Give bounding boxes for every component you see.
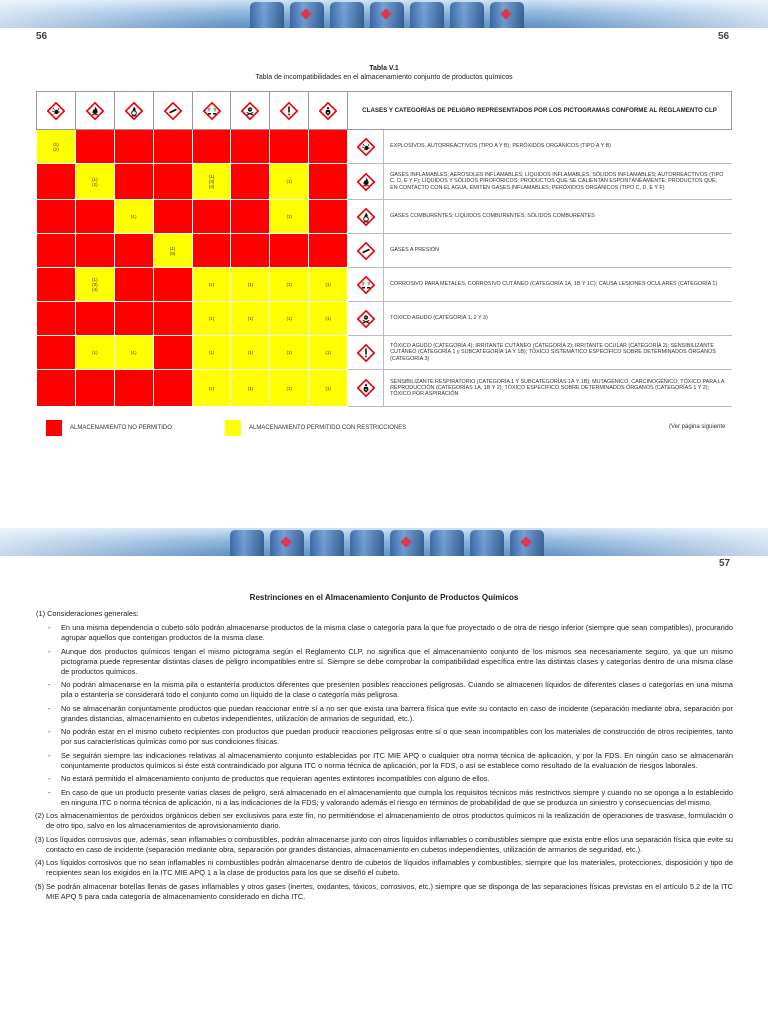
row-description: TÓXICO AGUDO (CATEGORÍA 4); IRRITANTE CUTÁNEO (CATEGORÍA 2); IRRITANTE OCULAR (CATEGORÍA 2); SENSIBILIZANTE CUTÁNEO (CATEGORÍA 1 y SUBCATEGORÍA 1A Y 1B); TÓXICO SISTEMÁTICO ESPECÍFICO SOBRE DETERMINADOS ÓRGANOS (CATEGORÍA 3) <box>384 336 732 370</box>
general-considerations-heading: (1) Consideraciones generales: <box>36 609 139 618</box>
numbered-notes <box>36 811 733 902</box>
restricted-cell <box>192 268 231 302</box>
header-text: CLASES Y CATEGORÍAS DE PELIGRO REPRESENTADOS POR LOS PICTOGRAMAS CONFORME AL REGLAMENTO CLP <box>348 92 732 130</box>
not-allowed-cell <box>153 130 192 164</box>
note-text: Los almacenamientos de peróxidos orgánicos deben ser exclusivos para este fin, no permitiéndose el almacenamiento de otros productos químicos ni la realización de operaciones de trasvase, formulación o de otro tipo, salvo en los almacenamientos de aprovisionamiento diario. <box>46 811 733 830</box>
legend-restricted-label: ALMACENAMIENTO PERMITIDO CON RESTRICCIONES <box>249 425 407 431</box>
legend-red-swatch <box>46 420 62 436</box>
flame-icon <box>357 173 375 191</box>
row-description: GASES COMBURENTES; LÍQUIDOS COMBURENTES; SÓLIDOS COMBURENTES <box>384 200 732 234</box>
row-description: CORROSIVO PARA METALES; CORROSIVO CUTÁNEO (CATEGORÍA 1A, 1B Y 1C); CAUSA LESIONES OCULARES (CATEGORÍA 1) <box>384 268 732 302</box>
page-number-57: 57 <box>719 558 731 569</box>
cell-note: (1) <box>247 350 254 355</box>
list-item: - En una misma dependencia o cubeto sólo podrán almacenarse productos de la misma clase o categoría para la que fue proyectado o de otra de riesgo inferior (siempre que sean compatibles), procurando agrupar aquellos que contengan productos de la misma clase. <box>36 623 733 643</box>
cell-note: (1) <box>247 316 254 321</box>
not-allowed-cell <box>270 234 309 268</box>
restricted-cell <box>231 370 270 407</box>
not-allowed-cell <box>114 302 153 336</box>
restricted-cell <box>309 268 348 302</box>
cell-note: (1) <box>92 350 98 355</box>
not-allowed-cell <box>153 164 192 200</box>
not-allowed-cell <box>114 268 153 302</box>
note-text: Los líquidos corrosivos que no sean inflamables ni combustibles podrán almacenarse dentro de cubetos de líquidos inflamables y combustibles, siempre que los materiales, protecciones, disposición y tipo de recipientes sean los exigidos en la ITC MIE APQ 1 a la clase de productos para los que se diseñó el cubeto. <box>46 858 733 877</box>
table-row <box>37 336 732 370</box>
exclamation-mark-icon <box>280 102 298 120</box>
list-item: - Se seguirán siempre las indicaciones relativas al almacenamiento conjunto establecidas por ITC MIE APQ o cualquier otra norma técnica de aplicación, y por la FDS. En ningún caso se almacenarán conjuntamente productos químicos si éste está contraindicado por alguna ITC o norma técnica de aplicación, por la FDS, o así se establece como resultado de la evaluación de riesgos laborales. <box>36 751 733 771</box>
header-row <box>37 92 732 130</box>
restrictions-title: Restrinciones en el Almacenamiento Conjunto de Productos Químicos <box>249 593 519 602</box>
skull-crossbones-icon <box>241 102 259 120</box>
not-allowed-cell <box>231 234 270 268</box>
not-allowed-cell <box>309 234 348 268</box>
not-allowed-cell <box>192 130 231 164</box>
restricted-cell <box>270 370 309 407</box>
not-allowed-cell <box>37 200 76 234</box>
restricted-cell <box>153 234 192 268</box>
row-description: GASES INFLAMABLES; AEROSOLES INFLAMABLES; LÍQUIDOS INFLAMABLES; SÓLIDOS INFLAMABLES; AUTORREACTIVOS (TIPO C, D, E Y F); LÍQUIDOS Y SÓLIDOS PIROFÓRICOS; PRODUCTOS QUE SE CALIENTAN ESPONTÁNEAMENTE; PRODUCTOS QUE, EN CONTACTO CON EL AGUA, EMITEN GASES INFLAMABLES; PERÓXIDOS ORGÁNICOS (TIPO C, D, E Y F) <box>384 164 732 200</box>
not-allowed-cell <box>309 164 348 200</box>
cell-note: (1) <box>130 214 137 219</box>
row-pictogram <box>348 234 384 268</box>
not-allowed-cell <box>75 234 114 268</box>
note-text: Se podrán almacenar botellas llenas de gases inflamables y otros gases (inertes, oxidantes, tóxicos, corrosivos, etc.) siempre que se disponga de las separaciones físicas previstas en el artículo 5.2 de la ITC MIE APQ 5 para cada categoría de almacenamiento considerado en dicha ITC. <box>46 881 733 901</box>
not-allowed-cell <box>37 302 76 336</box>
table-row <box>37 130 732 164</box>
incompatibility-table <box>36 91 732 407</box>
note-number: (2) <box>35 811 45 820</box>
restricted-cell <box>231 268 270 302</box>
not-allowed-cell <box>37 234 76 268</box>
not-allowed-cell <box>153 302 192 336</box>
list-item: - En caso de que un producto presente varias clases de peligro, será almacenado en el almacenamiento que cumpla los requisitos técnicos más restrictivos siempre y cuando no se oponga a lo establecido en ninguna ITC o norma técnica de aplicación, ni a las indicaciones de la FDS; y valorando además el riesgo en términos de probabilidad de que se produzca un siniestro y consecuencias del mismo. <box>36 788 733 808</box>
not-allowed-cell <box>114 370 153 407</box>
table-row <box>37 370 732 407</box>
not-allowed-cell <box>114 130 153 164</box>
not-allowed-cell <box>37 268 76 302</box>
restricted-cell <box>270 200 309 234</box>
table-title: Tabla V.1 <box>369 65 399 72</box>
restricted-cell <box>270 164 309 200</box>
page-57-banner-image <box>0 528 768 556</box>
not-allowed-cell <box>75 370 114 407</box>
row-pictogram <box>348 370 384 407</box>
skull-crossbones-icon <box>357 310 375 328</box>
not-allowed-cell <box>309 130 348 164</box>
list-item: - No podrán almacenarse en la misma pila o estantería productos diferentes que presenten posibles reacciones peligrosas. Cuando se almacenen líquidos de diferentes clases o categorías en una misma pila o estantería se considerará todo el conjunto como un líquido de la clase o categoría más peligrosa. <box>36 680 733 700</box>
cell-note: (1) <box>325 282 331 287</box>
cell-note: (1) (3) (4) <box>208 174 215 189</box>
table-subtitle: Tabla de incompatibilidades en el almacenamiento conjunto de productos químicos <box>255 74 513 81</box>
header-cell-health-hazard <box>309 92 348 130</box>
cell-note: (1) <box>325 385 331 391</box>
table-row <box>37 268 732 302</box>
not-allowed-cell <box>231 164 270 200</box>
restricted-cell <box>309 370 348 407</box>
not-allowed-cell <box>75 130 114 164</box>
numbered-note <box>36 858 733 878</box>
page-number-left: 56 <box>36 31 48 42</box>
table-row <box>37 234 732 268</box>
gas-cylinder-icon <box>357 242 375 260</box>
cell-note: (1) (5) <box>169 245 176 256</box>
header-cell-gas-cylinder <box>153 92 192 130</box>
numbered-note <box>36 882 733 902</box>
header-cell-exclamation-mark <box>270 92 309 130</box>
flame-over-circle-icon <box>357 208 375 226</box>
row-pictogram <box>348 130 384 164</box>
list-item: - No podrán estar en el mismo cubeto recipientes con productos que puedan producir reacciones peligrosas entre sí o que sean incompatibles con los materiales de construcción de otros recipientes, tanto por sus características químicas como por sus condiciones físicas. <box>36 727 733 747</box>
cell-note: (1) <box>325 350 331 355</box>
note-number: (3) <box>35 834 45 844</box>
restricted-cell <box>75 164 114 200</box>
exploding-bomb-icon <box>47 102 65 120</box>
not-allowed-cell <box>37 336 76 370</box>
cell-note: (1) <box>208 282 215 287</box>
flame-over-circle-icon <box>125 102 143 120</box>
restricted-cell <box>270 336 309 370</box>
not-allowed-cell <box>114 164 153 200</box>
exclamation-mark-icon <box>357 344 375 362</box>
not-allowed-cell <box>270 130 309 164</box>
restricted-cell <box>192 370 231 407</box>
not-allowed-cell <box>37 164 76 200</box>
row-pictogram <box>348 268 384 302</box>
header-banner-image <box>0 0 768 28</box>
restricted-cell <box>75 336 114 370</box>
not-allowed-cell <box>75 200 114 234</box>
continues-note: (Ver página siguiente <box>669 424 726 430</box>
not-allowed-cell <box>37 370 76 407</box>
note-number: (4) <box>35 858 45 867</box>
cell-note: (1) <box>208 385 215 391</box>
not-allowed-cell <box>231 130 270 164</box>
note-text: Los líquidos corrosivos que, además, sean inflamables o combustibles, podrán almacenarse junto con otros líquidos inflamables o combustibles siempre que exista entre ellos una separación física que evite su contacto en caso de incidente (separación mediante obra, separación por grandes distancias, almacenamiento en cubetos independientes, utilización de armarios de seguridad, etc.). <box>46 834 733 854</box>
header-cell-exploding-bomb <box>37 92 76 130</box>
table-row <box>37 302 732 336</box>
header-cell-skull-crossbones <box>231 92 270 130</box>
restricted-cell <box>309 302 348 336</box>
cell-note: (1) <box>247 282 254 287</box>
legend-not-allowed-label: ALMACENAMIENTO NO PERMITIDO <box>70 425 172 431</box>
corrosion-icon <box>357 276 375 294</box>
restricted-cell <box>270 302 309 336</box>
row-description: SENSIBILIZANTE RESPIRATORIO (CATEGORÍA 1 Y SUBCATEGORÍAS 1A Y 1B); MUTAGÉNICO; CARCINOGÉNICO; TÓXICO PARA LA REPRODUCCIÓN (CATEGORÍAS 1A, 1B Y 2); TÓXICO ESPECÍFICO SOBRE DETERMINADOS ÓRGANOS (CATEGORÍAS 1 Y 2); TÓXICO POR ASPIRACIÓN <box>384 370 732 407</box>
cell-note: (1) (2) <box>92 176 98 187</box>
gas-cylinder-icon <box>164 102 182 120</box>
cell-note: (1) <box>286 282 293 287</box>
not-allowed-cell <box>75 302 114 336</box>
restricted-cell <box>231 302 270 336</box>
list-item: - No se almacenarán conjuntamente productos que puedan reaccionar entre sí a no ser que exista una barrera física que evite su contacto en caso de incidente (separación mediante obra, separación por grandes distancias, almacenamiento en cubetos independientes, utilización de armarios de seguridad, etc.). <box>36 704 733 724</box>
flame-icon <box>86 102 104 120</box>
row-pictogram <box>348 164 384 200</box>
not-allowed-cell <box>192 200 231 234</box>
not-allowed-cell <box>114 234 153 268</box>
cell-note: (1) <box>130 350 137 355</box>
exploding-bomb-icon <box>357 138 375 156</box>
restricted-cell <box>270 268 309 302</box>
row-description: GASES A PRESIÓN <box>384 234 732 268</box>
row-pictogram <box>348 336 384 370</box>
corrosion-icon <box>203 102 221 120</box>
restricted-cell <box>192 336 231 370</box>
table-row <box>37 200 732 234</box>
list-item: - No estará permitido el almacenamiento conjunto de productos que requieran agentes extintores incompatibles con alguno de ellos. <box>36 774 733 784</box>
restricted-cell <box>231 336 270 370</box>
not-allowed-cell <box>153 268 192 302</box>
not-allowed-cell <box>153 336 192 370</box>
health-hazard-icon <box>357 379 375 397</box>
cell-note: (1) <box>208 350 215 355</box>
legend-yellow-swatch <box>225 420 241 436</box>
restricted-cell <box>309 336 348 370</box>
row-pictogram <box>348 200 384 234</box>
restricted-cell <box>37 130 76 164</box>
not-allowed-cell <box>192 234 231 268</box>
not-allowed-cell <box>153 200 192 234</box>
cell-note: (1) (3) (4) <box>92 277 98 292</box>
general-considerations-list <box>36 623 733 808</box>
cell-note: (1) <box>286 350 293 355</box>
restrictions-text <box>36 609 733 905</box>
list-item: - Aunque dos productos químicos tengan el mismo pictograma según el Reglamento CLP, no significa que el almacenamiento conjunto de los mismos sea necesariamente seguro, ya que un mismo pictograma puede representar distintas clases de peligro incompatibles entre sí. Siempre se debe comprobar la compatibilidad específica entre las distintas clases y categorías dentro de una misma clase de productos químicos. <box>36 647 733 677</box>
numbered-note <box>36 811 733 831</box>
cell-note: (1) <box>247 385 254 391</box>
numbered-note <box>36 835 733 855</box>
row-description: EXPLOSIVOS, AUTORREACTIVOS (TIPO A Y B); PERÓXIDOS ORGÁNICOS (TIPO A Y B) <box>384 130 732 164</box>
restricted-cell <box>192 164 231 200</box>
not-allowed-cell <box>231 200 270 234</box>
not-allowed-cell <box>309 200 348 234</box>
cell-note: (1) <box>208 316 215 321</box>
cell-note: (1) <box>286 214 293 219</box>
row-pictogram <box>348 302 384 336</box>
cell-note: (1) <box>286 385 293 391</box>
restricted-cell <box>75 268 114 302</box>
health-hazard-icon <box>319 102 337 120</box>
header-cell-flame-over-circle <box>114 92 153 130</box>
cell-note: (1) <box>325 316 331 321</box>
row-description: TÓXICO AGUDO (CATEGORÍA 1, 2 Y 3) <box>384 302 732 336</box>
cell-note: (1) (2) <box>53 141 59 152</box>
restricted-cell <box>114 200 153 234</box>
page-number-right: 56 <box>718 31 730 42</box>
restricted-cell <box>114 336 153 370</box>
table-row <box>37 164 732 200</box>
legend-not-allowed <box>46 420 172 436</box>
restricted-cell <box>192 302 231 336</box>
header-cell-flame <box>75 92 114 130</box>
legend-restricted <box>225 420 406 436</box>
cell-note: (1) <box>286 316 293 321</box>
cell-note: (1) <box>286 179 293 184</box>
note-number: (5) <box>35 881 45 891</box>
not-allowed-cell <box>153 370 192 407</box>
header-cell-corrosion <box>192 92 231 130</box>
